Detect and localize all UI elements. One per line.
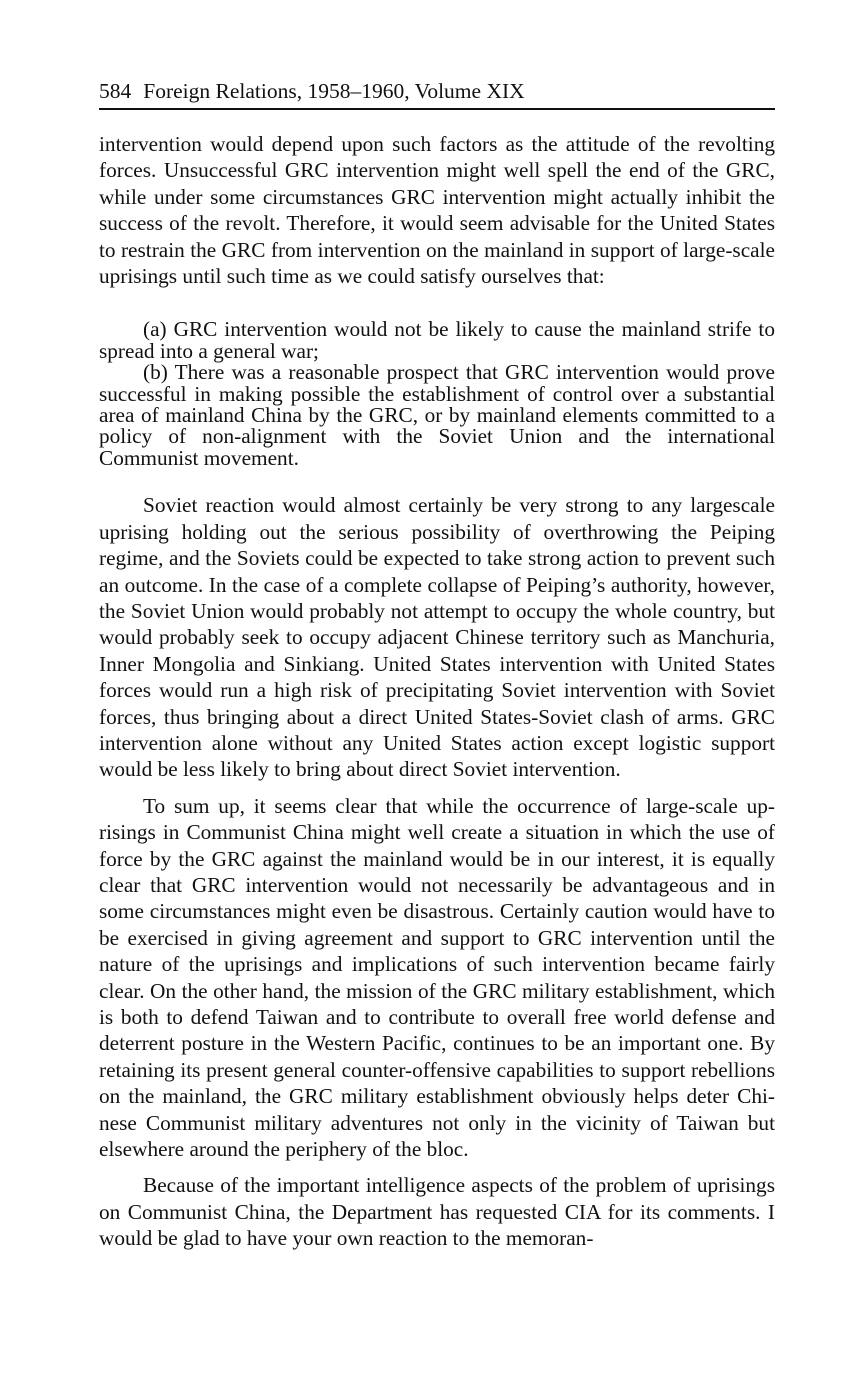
paragraph-summary: To sum up, it seems clear that while the occurrence of large-scale uprisings in Communist China might well create a situation in which the use of force by the GRC against the mainland would be in our interest, it is equally clear that GRC intervention would not necessarily be advantageous and in some circumstances might even be disastrous. Certainly caution would have to be exercised in giving agreement and support to GRC intervention until the nature of the uprisings and implications of such intervention became fairly clear. On the other hand, the mission of the GRC military establishment, which is both to defend Taiwan and to contribute to overall free world defense and deterrent posture in the Western Pacific, continues to be an important one. By retaining its present general counter-offensive capabilities to support rebellions on the mainland, the GRC military establishment obviously helps deter Chinese Communist military adventures not only in the vicinity of Taiwan but elsewhere around the periphery of the bloc. bbox=[99, 793, 775, 1162]
paragraph-continuation: intervention would depend upon such factors as the attitude of the revolting forces. Unsuccessful GRC intervention might well spell the end of the GRC, while under some circumstances GRC intervention might actually inhibit the success of the revolt. Therefore, it would seem advisable for the United States to restrain the GRC from intervention on the mainland in support of large-scale uprisings until such time as we could satisfy ourselves that: bbox=[99, 132, 775, 289]
paragraph-intelligence: Because of the important intelligence aspects of the problem of uprisings on Communist China, the Department has requested CIA for its comments. I would be glad to have your own reaction to the memoran- bbox=[99, 1173, 775, 1251]
document-page bbox=[99, 76, 775, 1252]
running-header bbox=[99, 76, 775, 110]
condition-a: (a) GRC intervention would not be likely to cause the mainland strife to spread into a general war; bbox=[99, 317, 775, 363]
condition-b: (b) There was a reasonable prospect that GRC intervention would prove successful in making possible the establishment of control over a substantial area of mainland China by the GRC, or by mainland elements committed to a policy of non-alignment with the Soviet Union and the international Communist movement. bbox=[99, 360, 775, 470]
page-number: 584 bbox=[99, 79, 132, 103]
paragraph-soviet-reaction: Soviet reaction would almost certainly be very strong to any largescale uprising holding out the serious possibility of overthrowing the Peiping regime, and the Soviets could be expected to take strong action to prevent such an outcome. In the case of a complete collapse of Peiping’s authority, however, the Soviet Union would probably not attempt to occupy the whole country, but would probably seek to occupy adjacent Chinese territory such as Manchuria, Inner Mongolia and Sinkiang. United States intervention with United States forces would run a high risk of precipitating Soviet intervention with Soviet forces, thus bringing about a direct United States-Soviet clash of arms. GRC intervention alone without any United States action except logistic support would be less likely to bring about direct Soviet intervention. bbox=[99, 493, 775, 782]
conditions-list bbox=[99, 319, 775, 469]
body-text bbox=[99, 131, 775, 1252]
publication-title: Foreign Relations, 1958–1960, Volume XIX bbox=[143, 79, 525, 103]
